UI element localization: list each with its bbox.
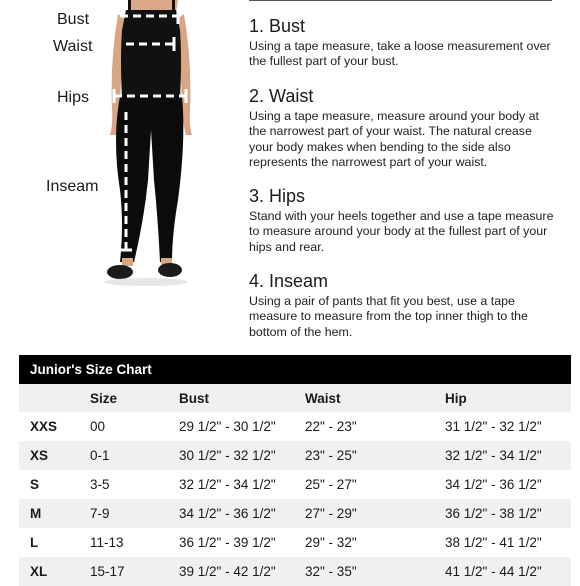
step-bust [249, 15, 559, 70]
column-header: Size [90, 390, 118, 406]
table-row [19, 557, 571, 586]
table-cell: M [30, 506, 42, 521]
table-cell: 34 1/2" - 36 1/2" [179, 506, 276, 521]
column-header: Bust [179, 390, 209, 406]
table-cell: 11-13 [90, 535, 124, 550]
table-row [19, 441, 571, 470]
step-text: Using a tape measure, take a loose measurement over the fullest part of your bust. [249, 39, 551, 69]
table-row [19, 412, 571, 441]
size-chart-title: Junior's Size Chart [19, 355, 571, 384]
column-header: Waist [305, 390, 341, 406]
step-hips [249, 185, 559, 255]
bust-label: Bust [57, 11, 90, 28]
top-divider [249, 0, 552, 1]
hips-label: Hips [57, 89, 90, 106]
step-text: Using a pair of pants that fit you best, use a tape measure to measure from the top inner thigh to the bottom of the hem. [249, 294, 528, 339]
column-header [19, 384, 90, 412]
size-chart [19, 355, 571, 586]
step-waist [249, 85, 559, 171]
table-header-row [19, 384, 571, 412]
table-cell: 3-5 [90, 477, 110, 492]
table-cell: 36 1/2" - 38 1/2" [445, 506, 542, 521]
table-cell: 30 1/2" - 32 1/2" [179, 448, 276, 463]
measurement-figure [0, 0, 240, 350]
model-illustration [0, 0, 240, 350]
step-title: 2. Waist [249, 86, 314, 106]
waist-label: Waist [53, 38, 93, 55]
step-text: Stand with your heels together and use a tape measure to measure around your body at the fullest part of your hips and rear. [249, 209, 554, 254]
table-cell: 38 1/2" - 41 1/2" [445, 535, 542, 550]
table-row [19, 499, 571, 528]
table-cell: XXS [30, 419, 58, 434]
table-cell: 7-9 [90, 506, 110, 521]
table-cell: 23" - 25" [305, 448, 357, 463]
table-cell: 32 1/2" - 34 1/2" [445, 448, 542, 463]
table-cell: L [30, 535, 39, 550]
step-title: 4. Inseam [249, 271, 329, 291]
table-cell: 39 1/2" - 42 1/2" [179, 564, 276, 579]
table-cell: 22" - 23" [305, 419, 357, 434]
table-cell: XL [30, 564, 48, 579]
table-cell: 29" - 32" [305, 535, 357, 550]
table-cell: 34 1/2" - 36 1/2" [445, 477, 542, 492]
table-cell: 31 1/2" - 32 1/2" [445, 419, 542, 434]
table-cell: 15-17 [90, 564, 125, 579]
table-cell: 36 1/2" - 39 1/2" [179, 535, 276, 550]
table-row [19, 528, 571, 557]
table-cell: XS [30, 448, 49, 463]
column-header: Hip [445, 390, 467, 406]
table-cell: S [30, 477, 40, 492]
step-text: Using a tape measure, measure around your body at the narrowest part of your waist. The natural crease your body makes when bending to the side also represents the narrowest part of your waist. [249, 109, 539, 170]
table-cell: 41 1/2" - 44 1/2" [445, 564, 542, 579]
size-table [19, 384, 571, 586]
step-title: 3. Hips [249, 186, 306, 206]
step-inseam [249, 270, 559, 340]
table-cell: 32 1/2" - 34 1/2" [179, 477, 276, 492]
table-cell: 25" - 27" [305, 477, 357, 492]
step-title: 1. Bust [249, 16, 306, 36]
table-cell: 29 1/2" - 30 1/2" [179, 419, 276, 434]
table-cell: 27" - 29" [305, 506, 357, 521]
inseam-label: Inseam [46, 178, 99, 195]
table-cell: 0-1 [90, 448, 110, 463]
table-cell: 32" - 35" [305, 564, 357, 579]
table-row [19, 470, 571, 499]
table-cell: 00 [90, 419, 106, 434]
